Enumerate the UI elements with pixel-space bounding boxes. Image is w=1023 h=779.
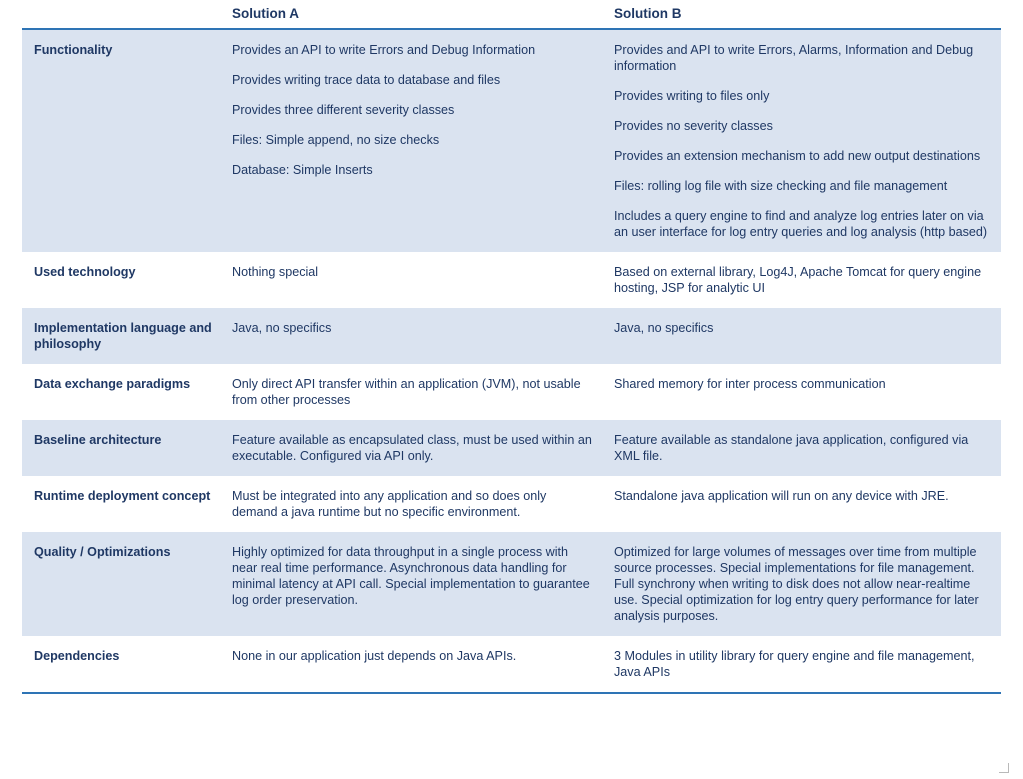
cell-solution-a [222,420,604,476]
comparison-table [22,2,1001,694]
cell-solution-b [604,364,1001,420]
cell-solution-b [604,636,1001,693]
table-body [22,29,1001,693]
cell-paragraph: Standalone java application will run on any device with JRE. [614,489,949,503]
cell-paragraph: Provides writing trace data to database and files [232,73,501,87]
cell-paragraph: Files: Simple append, no size checks [232,133,440,147]
cell-paragraph: 3 Modules in utility library for query engine and file management, Java APIs [614,649,975,679]
header-row [22,2,1001,29]
cell-paragraph: Java, no specifics [614,321,714,335]
cell-paragraph: Includes a query engine to find and analyze log entries later on via an user interface for log entry queries and log analysis (http based) [614,209,988,239]
table-row [22,29,1001,252]
cell-paragraph: Only direct API transfer within an application (JVM), not usable from other processes [232,377,581,407]
cell-paragraph: Provides writing to files only [614,89,770,103]
cell-solution-a [222,476,604,532]
cell-solution-a [222,532,604,636]
cell-solution-b [604,476,1001,532]
cell-paragraph: Provides and API to write Errors, Alarms, Information and Debug information [614,43,974,73]
column-header-solution-b: Solution B [604,2,1001,29]
cell-solution-b [604,29,1001,252]
cell-solution-b [604,420,1001,476]
cell-paragraph: None in our application just depends on Java APIs. [232,649,517,663]
cell-paragraph: Database: Simple Inserts [232,163,373,177]
row-label: Used technology [22,252,222,308]
cell-paragraph: Provides no severity classes [614,119,773,133]
cell-paragraph: Provides three different severity classes [232,103,455,117]
row-label: Baseline architecture [22,420,222,476]
cell-paragraph: Provides an API to write Errors and Debug Information [232,43,536,57]
cell-paragraph: Shared memory for inter process communication [614,377,886,391]
cell-solution-a [222,364,604,420]
cell-solution-a [222,308,604,364]
row-label: Quality / Optimizations [22,532,222,636]
cell-solution-b [604,252,1001,308]
cell-paragraph: Files: rolling log file with size checking and file management [614,179,948,193]
row-label: Implementation language and philosophy [22,308,222,364]
cell-paragraph: Highly optimized for data throughput in a single process with near real time performance. Asynchronous data handling for minimal latency at API call. Special implementation to guarantee log order preservation. [232,545,590,607]
table-row [22,476,1001,532]
cell-paragraph: Nothing special [232,265,319,279]
cell-paragraph: Feature available as encapsulated class, must be used within an executable. Configured via API only. [232,433,592,463]
document-page [0,2,1023,779]
row-label: Data exchange paradigms [22,364,222,420]
table-row [22,364,1001,420]
cell-paragraph: Feature available as standalone java application, configured via XML file. [614,433,969,463]
cell-paragraph: Must be integrated into any application and so does only demand a java runtime but no specific environment. [232,489,547,519]
table-row [22,636,1001,693]
column-header-criteria [22,2,222,29]
column-header-solution-a: Solution A [222,2,604,29]
cell-solution-b [604,308,1001,364]
row-label: Runtime deployment concept [22,476,222,532]
cell-solution-a [222,636,604,693]
cell-solution-b [604,532,1001,636]
table-row [22,420,1001,476]
table-row [22,252,1001,308]
cell-solution-a [222,252,604,308]
cell-solution-a [222,29,604,252]
cell-paragraph: Provides an extension mechanism to add new output destinations [614,149,981,163]
cell-paragraph: Optimized for large volumes of messages over time from multiple source processes. Special implementations for file management. Full synchrony when writing to disk does not allow near-realtime use. Special optimization for log entry query performance for later analysis purposes. [614,545,979,623]
row-label: Dependencies [22,636,222,693]
row-label: Functionality [22,29,222,252]
table-row [22,308,1001,364]
table-header [22,2,1001,29]
cell-paragraph: Java, no specifics [232,321,332,335]
cell-paragraph: Based on external library, Log4J, Apache Tomcat for query engine hosting, JSP for analytic UI [614,265,982,295]
table-row [22,532,1001,636]
page-corner-mark [999,763,1009,773]
